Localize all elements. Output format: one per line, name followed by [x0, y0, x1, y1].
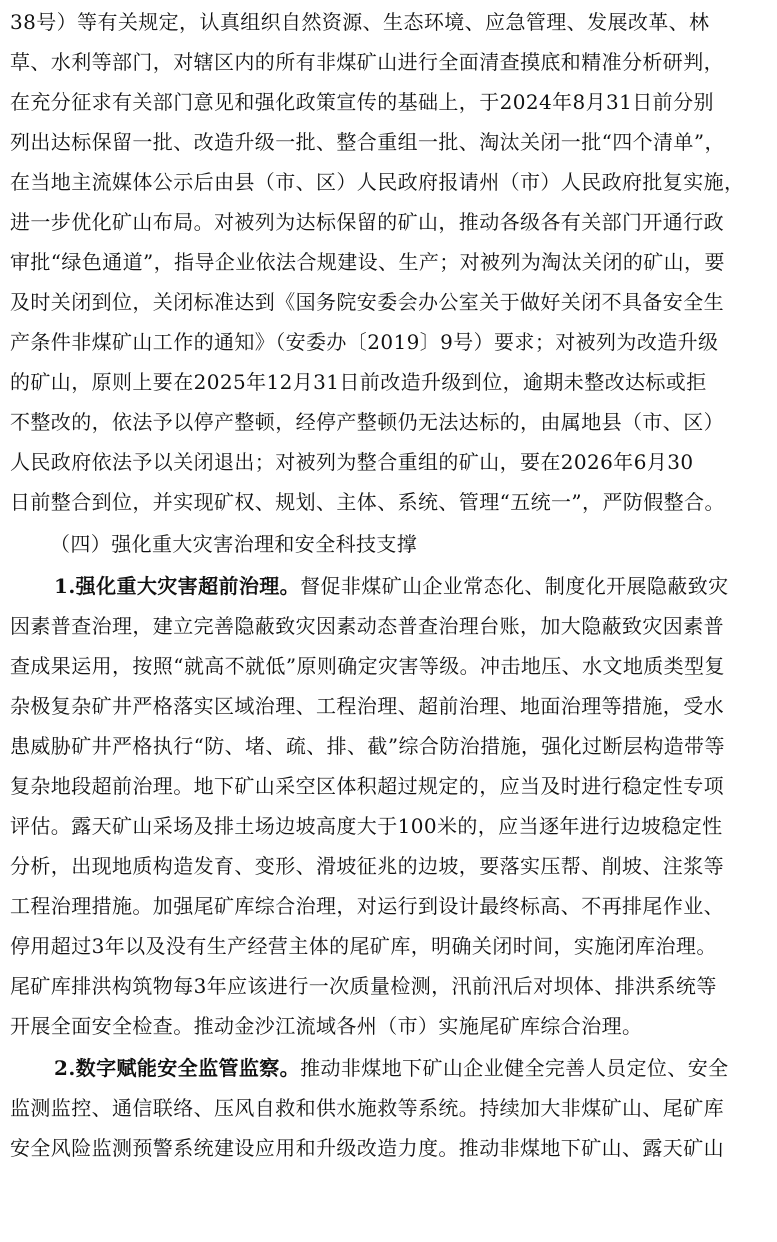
paragraph-line: 评估。露天矿山采场及排土场边坡高度大于100米的，应当逐年进行边坡稳定性 [10, 814, 723, 838]
item-first-line [54, 566, 767, 606]
section-heading: （四）强化重大灾害治理和安全科技支撑 [50, 532, 418, 556]
paragraph-line: 分析，出现地质构造发育、变形、滑坡征兆的边坡，要落实压帮、削坡、注浆等 [10, 854, 724, 878]
item-text: 督促非煤矿山企业常态化、制度化开展隐蔽致灾 [300, 574, 729, 598]
paragraph-line: 工程治理措施。加强尾矿库综合治理，对运行到设计最终标高、不再排尾作业、 [10, 894, 724, 918]
paragraph-line: 不整改的，依法予以停产整顿，经停产整顿仍无法达标的，由属地县（市、区） [10, 410, 724, 434]
paragraph-line: 查成果运用，按照“就高不就低”原则确定灾害等级。冲击地压、水文地质类型复 [10, 654, 725, 678]
paragraph-line: 38号）等有关规定，认真组织自然资源、生态环境、应急管理、发展改革、林 [10, 10, 710, 34]
paragraph-line: 进一步优化矿山布局。对被列为达标保留的矿山，推动各级各有关部门开通行政 [10, 210, 724, 234]
item-text: 推动非煤地下矿山企业健全完善人员定位、安全 [300, 1056, 729, 1080]
item-title: 2.数字赋能安全监管监察。 [54, 1056, 301, 1080]
paragraph-line: 草、水利等部门，对辖区内的所有非煤矿山进行全面清查摸底和精准分析研判， [10, 50, 724, 74]
paragraph-line: 安全风险监测预警系统建设应用和升级改造力度。推动非煤地下矿山、露天矿山 [10, 1136, 724, 1160]
paragraph-line: 患威胁矿井严格执行“防、堵、疏、排、截”综合防治措施，强化过断层构造带等 [10, 734, 725, 758]
paragraph-line: 停用超过3年以及没有生产经营主体的尾矿库，明确关闭时间，实施闭库治理。 [10, 934, 717, 958]
paragraph-line: 人民政府依法予以关闭退出；对被列为整合重组的矿山，要在2026年6月30 [10, 450, 694, 474]
paragraph-line: 列出达标保留一批、改造升级一批、整合重组一批、淘汰关闭一批“四个清单”， [10, 130, 725, 154]
paragraph-line: 审批“绿色通道”，指导企业依法合规建设、生产；对被列为淘汰关闭的矿山，要 [10, 250, 725, 274]
paragraph-line: 尾矿库排洪构筑物每3年应该进行一次质量检测，汛前汛后对坝体、排洪系统等 [10, 974, 717, 998]
paragraph-line: 在当地主流媒体公示后由县（市、区）人民政府报请州（市）人民政府批复实施， [10, 170, 745, 194]
paragraph-line: 杂极复杂矿井严格落实区域治理、工程治理、超前治理、地面治理等措施，受水 [10, 694, 724, 718]
paragraph-line: 因素普查治理，建立完善隐蔽致灾因素动态普查治理台账，加大隐蔽致灾因素普 [10, 614, 724, 638]
paragraph-line: 及时关闭到位，关闭标准达到《国务院安委会办公室关于做好关闭不具备安全生 [10, 290, 724, 314]
paragraph-line: 日前整合到位，并实现矿权、规划、主体、系统、管理“五统一”，严防假整合。 [10, 490, 725, 514]
item-first-line [54, 1048, 767, 1088]
paragraph-line: 监测监控、通信联络、压风自救和供水施救等系统。持续加大非煤矿山、尾矿库 [10, 1096, 724, 1120]
paragraph-line: 产条件非煤矿山工作的通知》（安委办〔2019〕9号）要求；对被列为改造升级 [10, 330, 719, 354]
item-title: 1.强化重大灾害超前治理。 [54, 574, 301, 598]
paragraph-line: 在充分征求有关部门意见和强化政策宣传的基础上，于2024年8月31日前分别 [10, 90, 714, 114]
paragraph-line: 复杂地段超前治理。地下矿山采空区体积超过规定的，应当及时进行稳定性专项 [10, 774, 724, 798]
paragraph-line: 开展全面安全检查。推动金沙江流域各州（市）实施尾矿库综合治理。 [10, 1014, 643, 1038]
paragraph-line: 的矿山，原则上要在2025年12月31日前改造升级到位，逾期未整改达标或拒 [10, 370, 707, 394]
